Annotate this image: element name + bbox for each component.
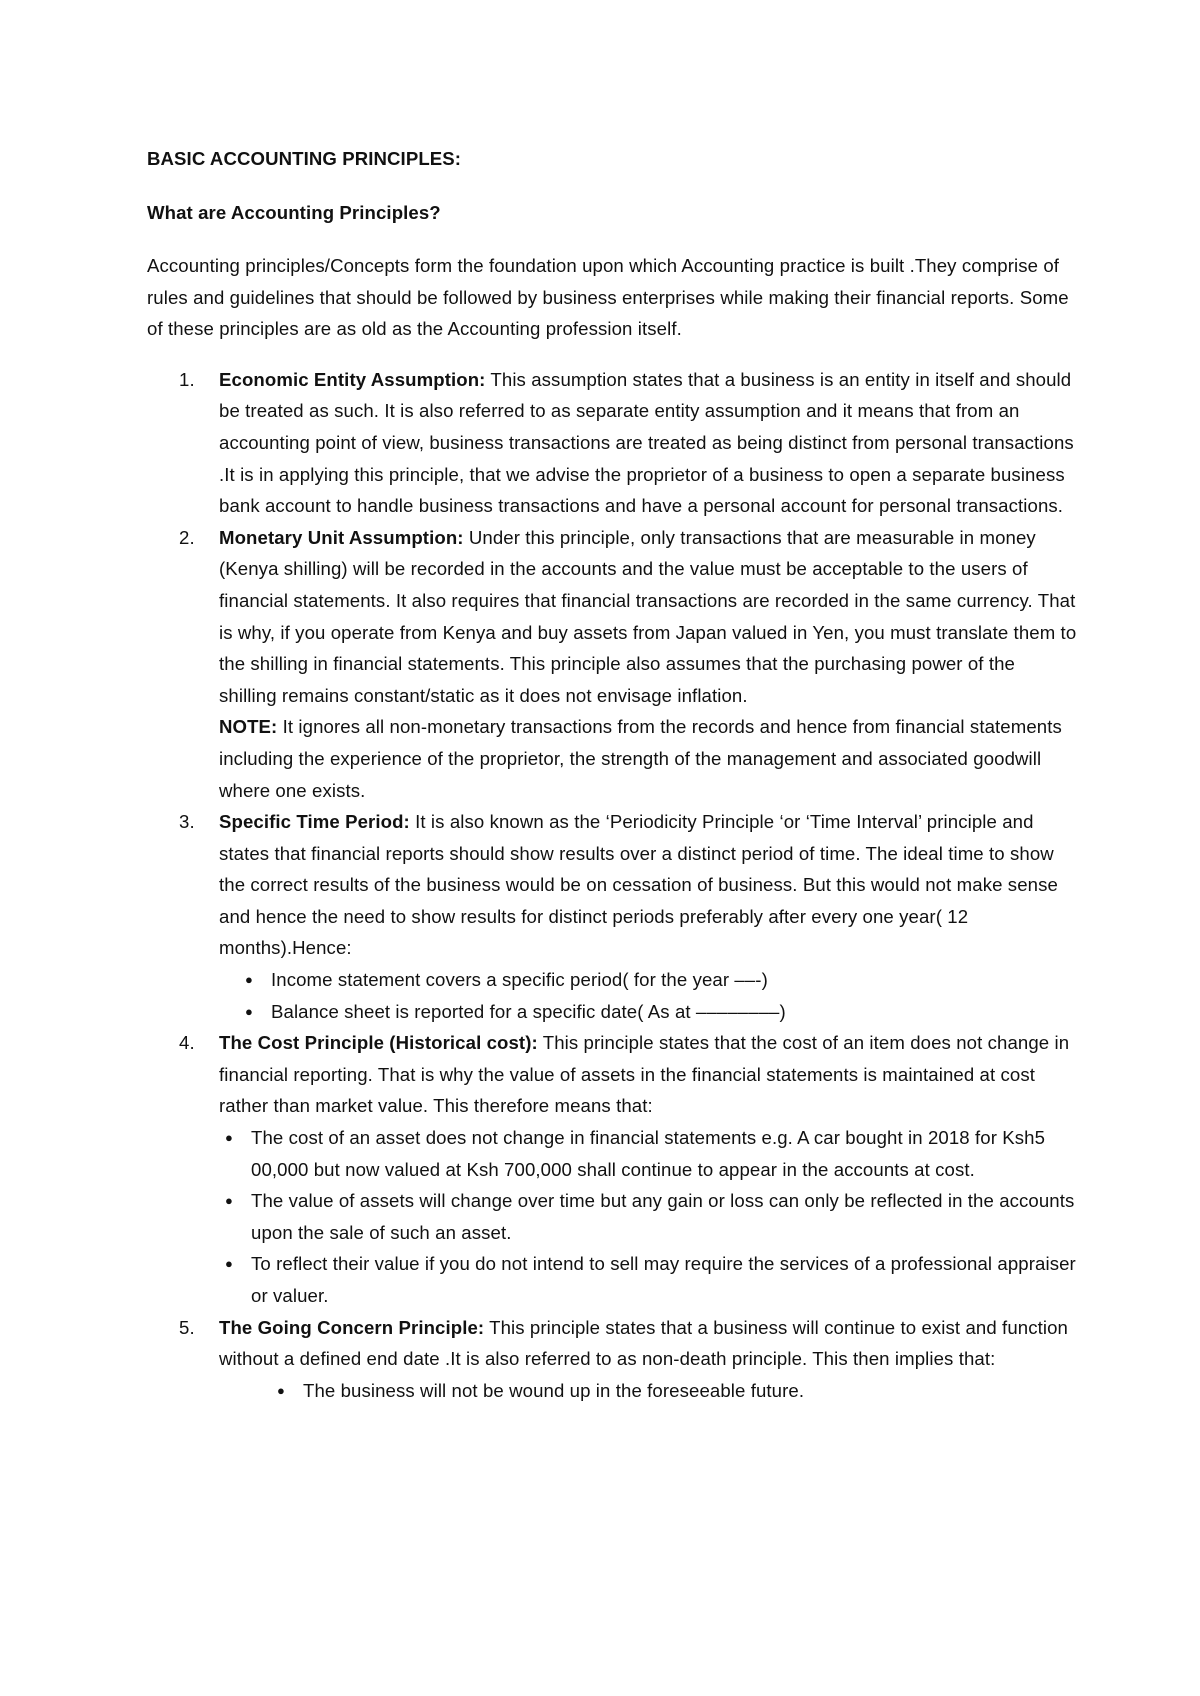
bullet-text: To reflect their value if you do not intend to sell may require the services of a professional appraiser or valuer. <box>251 1253 1076 1306</box>
principle-item <box>147 806 1077 1027</box>
bullet-text: The cost of an asset does not change in financial statements e.g. A car bought in 2018 for Ksh5 00,000 but now valued at Ksh 700,000 shall continue to appear in the accounts at cost. <box>251 1127 1046 1180</box>
bullet-list <box>239 964 1077 1027</box>
principle-text: It is also known as the ‘Periodicity Principle ‘or ‘Time Interval’ principle and states that financial reports should show results over a distinct period of time. The ideal time to show the correct results of the business would be on cessation of business. But this would not make sense and hence the need to show results for distinct periods preferably after every one year( 12 months).Hence: <box>219 811 1058 959</box>
bullet-item <box>219 1185 1077 1248</box>
bullet-list <box>271 1375 1077 1407</box>
bullet-text: Income statement covers a specific period( for the year ––-) <box>271 969 768 991</box>
principles-list <box>147 364 1077 1407</box>
principle-term: Specific Time Period: <box>219 811 410 833</box>
bullet-dot-icon: ● <box>225 1130 233 1146</box>
bullet-dot-icon: ● <box>225 1256 233 1272</box>
bullet-item <box>271 1375 1077 1407</box>
bullet-text: Balance sheet is reported for a specific date( As at ––––––––) <box>271 1000 786 1022</box>
list-number: 2. <box>179 526 195 548</box>
bullet-dot-icon: ● <box>245 972 253 988</box>
list-number: 4. <box>179 1032 195 1054</box>
note-paragraph <box>219 711 1077 806</box>
bullet-text: The business will not be wound up in the foreseeable future. <box>303 1379 805 1401</box>
bullet-item <box>219 1248 1077 1311</box>
note-text: It ignores all non-monetary transactions from the records and hence from financial statements including the experience of the proprietor, the strength of the management and associated goodwill where one exists. <box>219 716 1062 801</box>
principle-item <box>147 1027 1077 1311</box>
bullet-item <box>239 964 1077 996</box>
bullet-dot-icon: ● <box>245 1003 253 1019</box>
principle-item <box>147 522 1077 806</box>
principle-item <box>147 364 1077 522</box>
principle-text: This principle states that a business will continue to exist and function without a defined end date .It is also referred to as non-death principle. This then implies that: <box>219 1316 1068 1370</box>
bullet-item <box>239 996 1077 1028</box>
note-label: NOTE: <box>219 716 278 738</box>
bullet-dot-icon: ● <box>277 1382 285 1398</box>
principle-term: The Cost Principle (Historical cost): <box>219 1032 538 1054</box>
document-content <box>147 143 1077 1406</box>
bullet-dot-icon: ● <box>225 1193 233 1209</box>
principle-term: Economic Entity Assumption: <box>219 368 486 390</box>
principle-item <box>147 1312 1077 1407</box>
principle-text: Under this principle, only transactions that are measurable in money (Kenya shilling) will be recorded in the accounts and the value must be acceptable to the users of financial statements. It also requires that financial transactions are recorded in the same currency. That is why, if you operate from Kenya and buy assets from Japan valued in Yen, you must translate them to the shilling in financial statements. This principle also assumes that the purchasing power of the shilling remains constant/static as it does not envisage inflation. <box>219 526 1077 706</box>
principle-text: This assumption states that a business is an entity in itself and should be treated as such. It is also referred to as separate entity assumption and it means that from an accounting point of view, business transactions are treated as being distinct from personal transactions .It is in applying this principle, that we advise the proprietor of a business to open a separate business bank account to handle business transactions and have a personal account for personal transactions. <box>219 368 1074 517</box>
principle-term: The Going Concern Principle: <box>219 1316 485 1338</box>
list-number: 5. <box>179 1316 195 1338</box>
bullet-item <box>219 1122 1077 1185</box>
principle-text: This principle states that the cost of an item does not change in financial reporting. That is why the value of assets in the financial statements is maintained at cost rather than market value. This therefore means that: <box>219 1032 1070 1117</box>
principle-term: Monetary Unit Assumption: <box>219 526 464 548</box>
section-heading: What are Accounting Principles? <box>147 202 441 223</box>
list-number: 3. <box>179 811 195 833</box>
bullet-list <box>219 1122 1077 1312</box>
bullet-text: The value of assets will change over time but any gain or loss can only be reflected in the accounts upon the sale of such an asset. <box>251 1190 1075 1243</box>
document-title: BASIC ACCOUNTING PRINCIPLES: <box>147 148 462 169</box>
list-number: 1. <box>179 368 195 390</box>
intro-paragraph: Accounting principles/Concepts form the foundation upon which Accounting practice is built .They comprise of rules and guidelines that should be followed by business enterprises while making their financial reports. Some of these principles are as old as the Accounting profession itself. <box>147 255 1069 340</box>
